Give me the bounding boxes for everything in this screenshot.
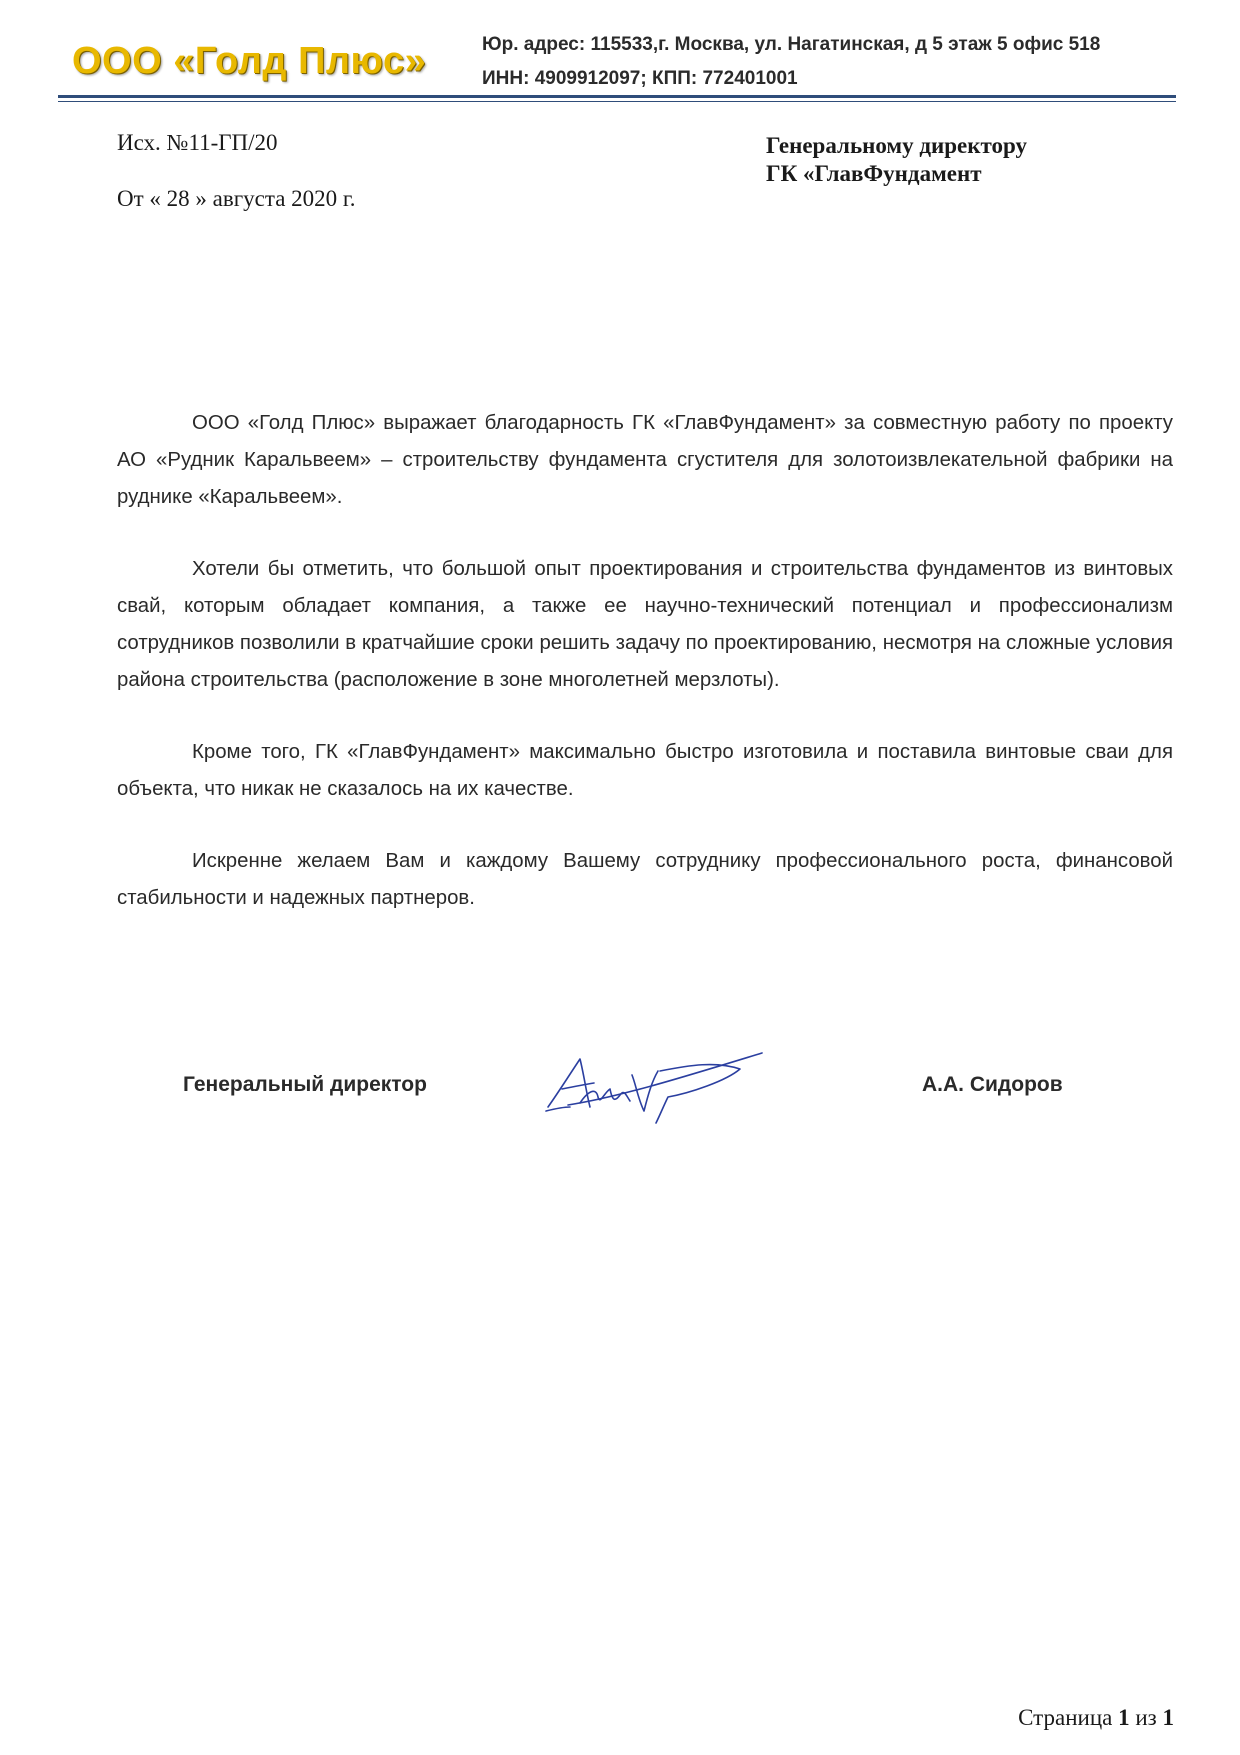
page-separator: из <box>1135 1705 1157 1730</box>
company-name-logo: ООО «Голд Плюс» <box>72 40 427 82</box>
header-divider-thin <box>58 101 1176 102</box>
page-counter <box>1018 1705 1174 1731</box>
handwritten-signature <box>540 1045 770 1135</box>
tax-ids: ИНН: 4909912097; КПП: 772401001 <box>482 68 798 89</box>
letter-body <box>117 405 1173 952</box>
addressee-organization: ГК «ГлавФундамент <box>766 161 982 186</box>
body-paragraph: Хотели бы отметить, что большой опыт проектирования и строительства фундаментов из винтовых свай, которым обладает компания, а также ее научно-технический потенциал и профессионализм сотрудников позволили в кратчайшие сроки решить задачу по проектированию, несмотря на сложные условия района строительства (расположение в зоне многолетней мерзлоты). <box>117 558 1173 691</box>
legal-address: Юр. адрес: 115533,г. Москва, ул. Нагатинская, д 5 этаж 5 офис 518 <box>482 34 1101 55</box>
letterhead-details <box>482 28 1100 96</box>
outgoing-number: Исх. №11-ГП/20 <box>117 130 278 155</box>
letter-date: От « 28 » августа 2020 г. <box>117 186 356 211</box>
body-paragraph: ООО «Голд Плюс» выражает благодарность ГК «ГлавФундамент» за совместную работу по проекту АО «Рудник Каральвеем» – строительству фундамента сгустителя для золотоизвлекательной фабрики на руднике «Каральвеем». <box>117 412 1173 508</box>
page-current: 1 <box>1118 1705 1130 1730</box>
page-label: Страница <box>1018 1705 1113 1730</box>
addressee-block <box>766 132 1027 188</box>
body-paragraph: Искренне желаем Вам и каждому Вашему сотруднику профессионального роста, финансовой стабильности и надежных партнеров. <box>117 850 1173 909</box>
header-divider <box>58 95 1176 98</box>
signatory-name: А.А. Сидоров <box>922 1073 1063 1096</box>
signatory-title: Генеральный директор <box>183 1073 427 1096</box>
addressee-position: Генеральному директору <box>766 133 1027 158</box>
body-paragraph: Кроме того, ГК «ГлавФундамент» максимально быстро изготовила и поставила винтовые сваи для объекта, что никак не сказалось на их качестве. <box>117 741 1173 800</box>
reference-block <box>117 130 356 212</box>
page-total: 1 <box>1162 1705 1174 1730</box>
